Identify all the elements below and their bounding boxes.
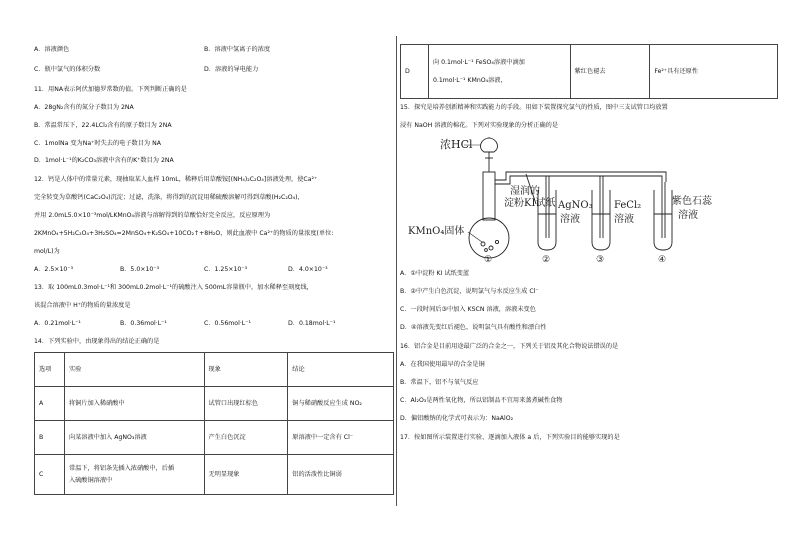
row-d-experiment (428, 45, 570, 99)
q11-option-d: D．1mol·L⁻¹的K₂CO₃溶液中含有的K⁺数目为 2NA (34, 157, 174, 164)
q12-option-b: B．5.0×10⁻³ (120, 266, 160, 273)
paper-label-line2: 淀粉KI试纸 (504, 198, 556, 209)
q13-option-a: A．0.21mol·L⁻¹ (34, 320, 81, 327)
q13-line1: 13．取 100mL0.3mol·L⁻¹和 300mL0.2mol·L⁻¹的硫酸注入 500mL容量瓶中，加水稀释至刻度线， (34, 284, 313, 291)
round-flask (469, 172, 509, 258)
paper-label-line1: 湿润的 (510, 186, 540, 197)
q13-line2: 该混合溶液中 H⁺的物质的量浓度是 (34, 302, 131, 309)
q10-option-d: D．溶液的导电能力 (204, 66, 259, 73)
apparatus-figure (406, 132, 712, 265)
header-option: 选项 (35, 353, 65, 387)
test-tube-3 (592, 190, 610, 250)
q15-option-c: C．一段时间后③中加入 KSCN 溶液，溶液未变色 (400, 306, 536, 313)
test-tube-4 (654, 190, 672, 250)
fecl2-label: FeCl₂ (614, 200, 642, 211)
q11-stem: 11．用NA表示阿伏加德罗常数的值。下列判断正确的是 (34, 86, 187, 93)
q15-option-a: A．①中淀粉 KI 试纸变蓝 (400, 270, 470, 277)
kmno4-leader (468, 232, 482, 242)
litmus-label: 紫色石蕊 (672, 196, 712, 207)
row-d-phenomenon: 紫红色褪去 (570, 45, 650, 99)
q16-option-b: B．常温下，铝不与氧气反应 (400, 379, 479, 386)
row-c-experiment-line2: 入硫酸铜溶液中 (68, 476, 113, 484)
table-row (35, 421, 394, 455)
table-row (401, 45, 778, 99)
q14-table (34, 352, 394, 495)
q11-option-b: B．常温常压下，22.4LCl₂含有的原子数目为 2NA (34, 122, 172, 129)
row-d-conclusion: Fe²⁺具有还原性 (650, 45, 778, 99)
row-c-experiment (64, 455, 204, 495)
row-b-phenomenon: 产生白色沉淀 (204, 421, 288, 455)
table-header-row (35, 353, 394, 387)
table-row (35, 387, 394, 421)
q13-option-d: D．0.18mol·L⁻¹ (288, 320, 336, 327)
q14-stem: 14．下列实验中，由现象得出的结论正确的是 (34, 338, 160, 345)
q16-option-a: A．在我国使用最早的合金是铜 (400, 361, 485, 368)
header-experiment: 实验 (64, 353, 204, 387)
row-a-option: A (35, 387, 65, 421)
litmus-label-line2: 溶液 (678, 210, 698, 221)
fecl2-label-line2: 溶液 (614, 214, 634, 225)
q16-option-c: C．Al₂O₃是两性氧化物，所以铝制品不宜用来蒸煮碱性食物 (400, 397, 563, 404)
q13-option-c: C．0.56mol·L⁻¹ (204, 320, 251, 327)
q10-option-a: A．溶液颜色 (34, 46, 70, 53)
tube3-number: ③ (596, 255, 605, 265)
row-a-experiment: 将铜片加入稀硝酸中 (64, 387, 204, 421)
q17-stem: 17．按如图所示装置进行实验，逐滴加入液体 a 后，下列实验目的能够实现的是 (400, 434, 620, 441)
header-phenomenon: 现象 (204, 353, 288, 387)
agno3-label-line2: 溶液 (560, 214, 580, 225)
flask-number: ① (484, 255, 493, 265)
q12-line2: 完全转变为草酸钙(CaC₂O₄)沉淀；过滤，洗涤，将得到的沉淀用稀硫酸溶解可得到草酸(H₂C₂O₄)， (34, 194, 304, 201)
q15-line2: 浸有 NaOH 溶液的棉花。下列对实验现象的分析正确的是 (400, 122, 559, 129)
q12-line5: mol/L)为 (34, 248, 60, 255)
column-divider (396, 36, 397, 506)
row-a-phenomenon: 试管口出现红棕色 (204, 387, 288, 421)
q14-table-continued (400, 44, 778, 99)
q12-line3: 并用 2.0mL5.0×10⁻³mol/LKMnO₄溶液与溶解得到的草酸恰好完全反应，反应原理为 (34, 212, 271, 219)
agno3-label: AgNO₃ (558, 200, 593, 211)
row-d-experiment-line1: 向 0.1mol·L⁻¹ FeSO₄溶液中滴加 (432, 58, 525, 66)
q12-option-c: C．1.25×10⁻³ (204, 266, 248, 273)
row-c-phenomenon: 无明显现象 (204, 455, 288, 495)
tube2-number: ② (542, 255, 551, 265)
row-b-option: B (35, 421, 65, 455)
q16-option-d: D．偏铝酸钠的化学式可表示为：NaAlO₂ (400, 415, 514, 422)
row-a-conclusion: 铜与稀硝酸反应生成 NO₂ (288, 387, 394, 421)
conc-hcl-label: 浓HCl (440, 138, 473, 151)
q12-line4: 2KMnO₄+5H₂C₂O₄+3H₂SO₄=2MnSO₄+K₂SO₄+10CO₂↑+8H₂O，则此血液中 Ca²⁺的物质的量浓度(单位: (34, 230, 334, 237)
q10-option-c: C．瓶中氯气的体积分数 (34, 66, 101, 73)
q15-option-d: D．④溶液先变红后褪色，说明氯气具有酸性和漂白性 (400, 324, 547, 331)
row-b-experiment: 向某溶液中加入 AgNO₃溶液 (64, 421, 204, 455)
row-d-experiment-line2: 0.1mol·L⁻¹ KMnO₄溶液， (432, 76, 507, 84)
q16-stem: 16．铝合金是目前用途最广泛的合金之一，下列关于铝及其化合物说法错误的是 (400, 343, 619, 350)
q15-option-b: B．②中产生白色沉淀，说明氯气与水反应生成 Cl⁻ (400, 288, 539, 295)
row-d-option: D (401, 45, 429, 99)
q12-line1: 12．钙是人体中的常量元素，现抽取某人血样 10mL，稀释后用草酸铵[(NH₄)₂C₂O₄]溶液处理，使Ca²⁺ (34, 176, 318, 183)
q11-option-c: C．1molNa 变为Na⁺时失去的电子数目为 NA (34, 140, 161, 147)
q13-option-b: B．0.36mol·L⁻¹ (120, 320, 167, 327)
dropping-funnel (481, 138, 498, 172)
q12-option-a: A．2.5×10⁻³ (34, 266, 74, 273)
table-row (35, 455, 394, 495)
row-c-experiment-line1: 常温下，将铝条先插入浓硝酸中，后插 (68, 464, 175, 472)
q12-option-d: D．4.0×10⁻³ (288, 266, 328, 273)
tube4-number: ④ (658, 255, 667, 265)
q15-line1: 15．探究是培养创新精神和实践能力的手段。用如下装置探究氯气的性质，图中三支试管口均放置 (400, 104, 668, 111)
row-c-conclusion: 铝的活泼性比铜弱 (288, 455, 394, 495)
kmno4-label: KMnO₄固体 (408, 226, 465, 237)
header-conclusion: 结论 (288, 353, 394, 387)
row-b-conclusion: 原溶液中一定含有 Cl⁻ (288, 421, 394, 455)
q11-option-a: A．28gN₂含有的氮分子数目为 2NA (34, 104, 134, 111)
row-c-option: C (35, 455, 65, 495)
q10-option-b: B．溶液中氢离子的浓度 (204, 46, 271, 53)
